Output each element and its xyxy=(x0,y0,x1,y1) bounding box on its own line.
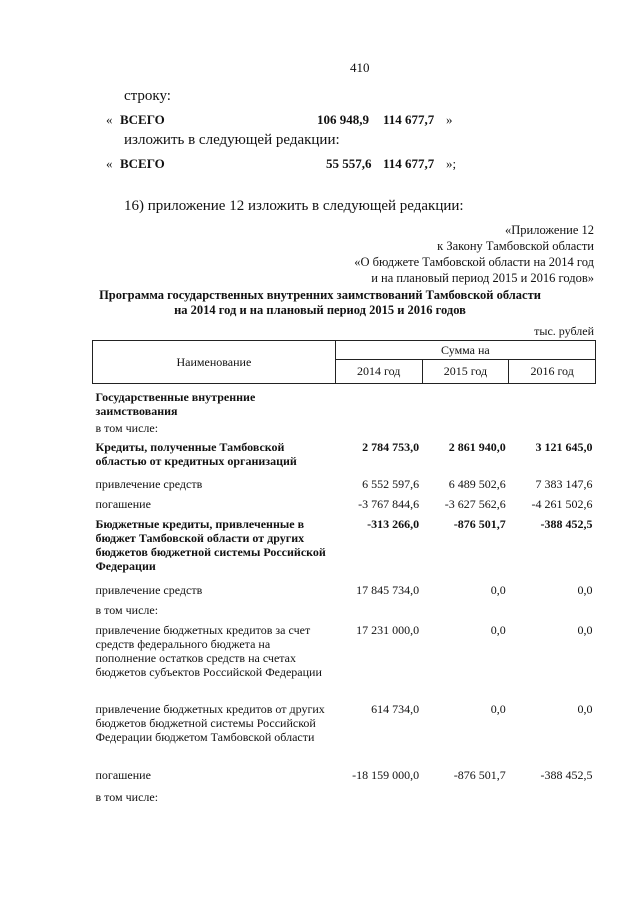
row-value-2016: 0,0 xyxy=(577,583,593,597)
table-row xyxy=(93,790,596,810)
row-value-2016 xyxy=(509,790,596,810)
row-name: погашение xyxy=(95,768,151,782)
table-row xyxy=(93,702,596,768)
total-value-2: 114 677,7 xyxy=(383,156,435,171)
row-value-2015: 0,0 xyxy=(490,583,506,597)
row-value-2014: -3 767 844,6 xyxy=(358,497,420,511)
total-value-1: 106 948,9 xyxy=(317,112,369,127)
row-value-2015 xyxy=(422,418,509,440)
table-row xyxy=(93,603,596,623)
row-value-2015 xyxy=(422,790,509,810)
total-value-1: 55 557,6 xyxy=(326,156,372,171)
header-year-2016: 2016 год xyxy=(509,359,596,383)
row-value-2014 xyxy=(335,384,422,419)
row-value-2014 xyxy=(335,790,422,810)
appendix-line: «Приложение 12 xyxy=(505,223,594,237)
header-sum: Сумма на xyxy=(335,341,595,360)
row-name: привлечение бюджетных кредитов от других бюджетов бюджетной системы Российской Федерации бюджетом Тамбовской области xyxy=(95,702,325,744)
table-row xyxy=(93,497,596,517)
row-name: привлечение средств xyxy=(95,477,203,491)
row-value-2015: -876 501,7 xyxy=(453,517,506,531)
appendix-header xyxy=(354,222,594,286)
close-quote: »; xyxy=(446,156,457,171)
row-value-2014: -18 159 000,0 xyxy=(352,768,420,782)
total-value-2: 114 677,7 xyxy=(383,112,435,127)
amendment-line-edit: изложить в следующей редакции: xyxy=(124,132,340,148)
table-row xyxy=(93,384,596,419)
table-row xyxy=(93,768,596,790)
header-name: Наименование xyxy=(93,341,336,384)
row-value-2016: 0,0 xyxy=(577,623,593,637)
header-year-2014: 2014 год xyxy=(335,359,422,383)
row-value-2015: 0,0 xyxy=(490,702,506,716)
row-name: Кредиты, полученные Тамбовской областью от кредитных организаций xyxy=(95,440,297,468)
row-name: привлечение бюджетных кредитов за счет средств федерального бюджета на пополнение остатков средств на счетах бюджетов субъектов Российской Федерации xyxy=(95,623,322,679)
row-name: в том числе: xyxy=(95,421,159,435)
row-name: Бюджетные кредиты, привлеченные в бюджет Тамбовской области от других бюджетов бюджетной системы Российской Федерации xyxy=(95,517,326,573)
row-value-2014: 614 734,0 xyxy=(371,702,420,716)
row-value-2015: 6 489 502,6 xyxy=(448,477,506,491)
total-label: ВСЕГО xyxy=(120,112,165,127)
program-title-line: на 2014 год и на плановый период 2015 и 2016 годов xyxy=(174,303,466,317)
row-value-2016: -388 452,5 xyxy=(540,517,593,531)
row-value-2015 xyxy=(422,603,509,623)
program-title-line: Программа государственных внутренних заимствований Тамбовской области xyxy=(99,288,541,302)
row-value-2014: 6 552 597,6 xyxy=(362,477,420,491)
header-year-2015: 2015 год xyxy=(422,359,509,383)
program-title xyxy=(0,288,640,318)
row-name: погашение xyxy=(95,497,151,511)
row-value-2014 xyxy=(335,603,422,623)
row-name: привлечение средств xyxy=(95,583,203,597)
amendment-line-string: строку: xyxy=(124,88,171,104)
row-value-2015: -3 627 562,6 xyxy=(444,497,506,511)
row-value-2015: -876 501,7 xyxy=(453,768,506,782)
table-row xyxy=(93,517,596,583)
row-value-2016: 7 383 147,6 xyxy=(535,477,593,491)
appendix-line: и на плановый период 2015 и 2016 годов» xyxy=(371,271,594,285)
open-quote: « xyxy=(106,112,113,127)
item-16: 16) приложение 12 изложить в следующей редакции: xyxy=(124,198,464,214)
open-quote: « xyxy=(106,156,113,171)
row-name: в том числе: xyxy=(95,790,159,804)
row-value-2014 xyxy=(335,418,422,440)
row-value-2014: -313 266,0 xyxy=(367,517,420,531)
row-value-2014: 17 231 000,0 xyxy=(356,623,420,637)
row-value-2016: -388 452,5 xyxy=(540,768,593,782)
appendix-line: к Закону Тамбовской области xyxy=(437,239,594,253)
row-value-2015: 2 861 940,0 xyxy=(448,440,506,454)
total-label: ВСЕГО xyxy=(120,156,165,171)
close-quote: » xyxy=(446,112,453,127)
appendix-line: «О бюджете Тамбовской области на 2014 год xyxy=(354,255,594,269)
units-label: тыс. рублей xyxy=(534,324,594,338)
row-value-2016 xyxy=(509,603,596,623)
table-row xyxy=(93,418,596,440)
row-value-2015 xyxy=(422,384,509,419)
borrowing-table xyxy=(92,340,596,810)
row-name: Государственные внутренние заимствования xyxy=(95,390,256,418)
table-row xyxy=(93,623,596,702)
row-name: в том числе: xyxy=(95,603,159,617)
row-value-2016: 0,0 xyxy=(577,702,593,716)
row-value-2014: 2 784 753,0 xyxy=(362,440,420,454)
row-value-2016: -4 261 502,6 xyxy=(531,497,593,511)
page-number: 410 xyxy=(350,60,370,75)
table-row xyxy=(93,440,596,477)
table-row xyxy=(93,583,596,603)
row-value-2014: 17 845 734,0 xyxy=(356,583,420,597)
row-value-2016: 3 121 645,0 xyxy=(535,440,593,454)
row-value-2016 xyxy=(509,418,596,440)
row-value-2015: 0,0 xyxy=(490,623,506,637)
table-row xyxy=(93,477,596,497)
row-value-2016 xyxy=(509,384,596,419)
